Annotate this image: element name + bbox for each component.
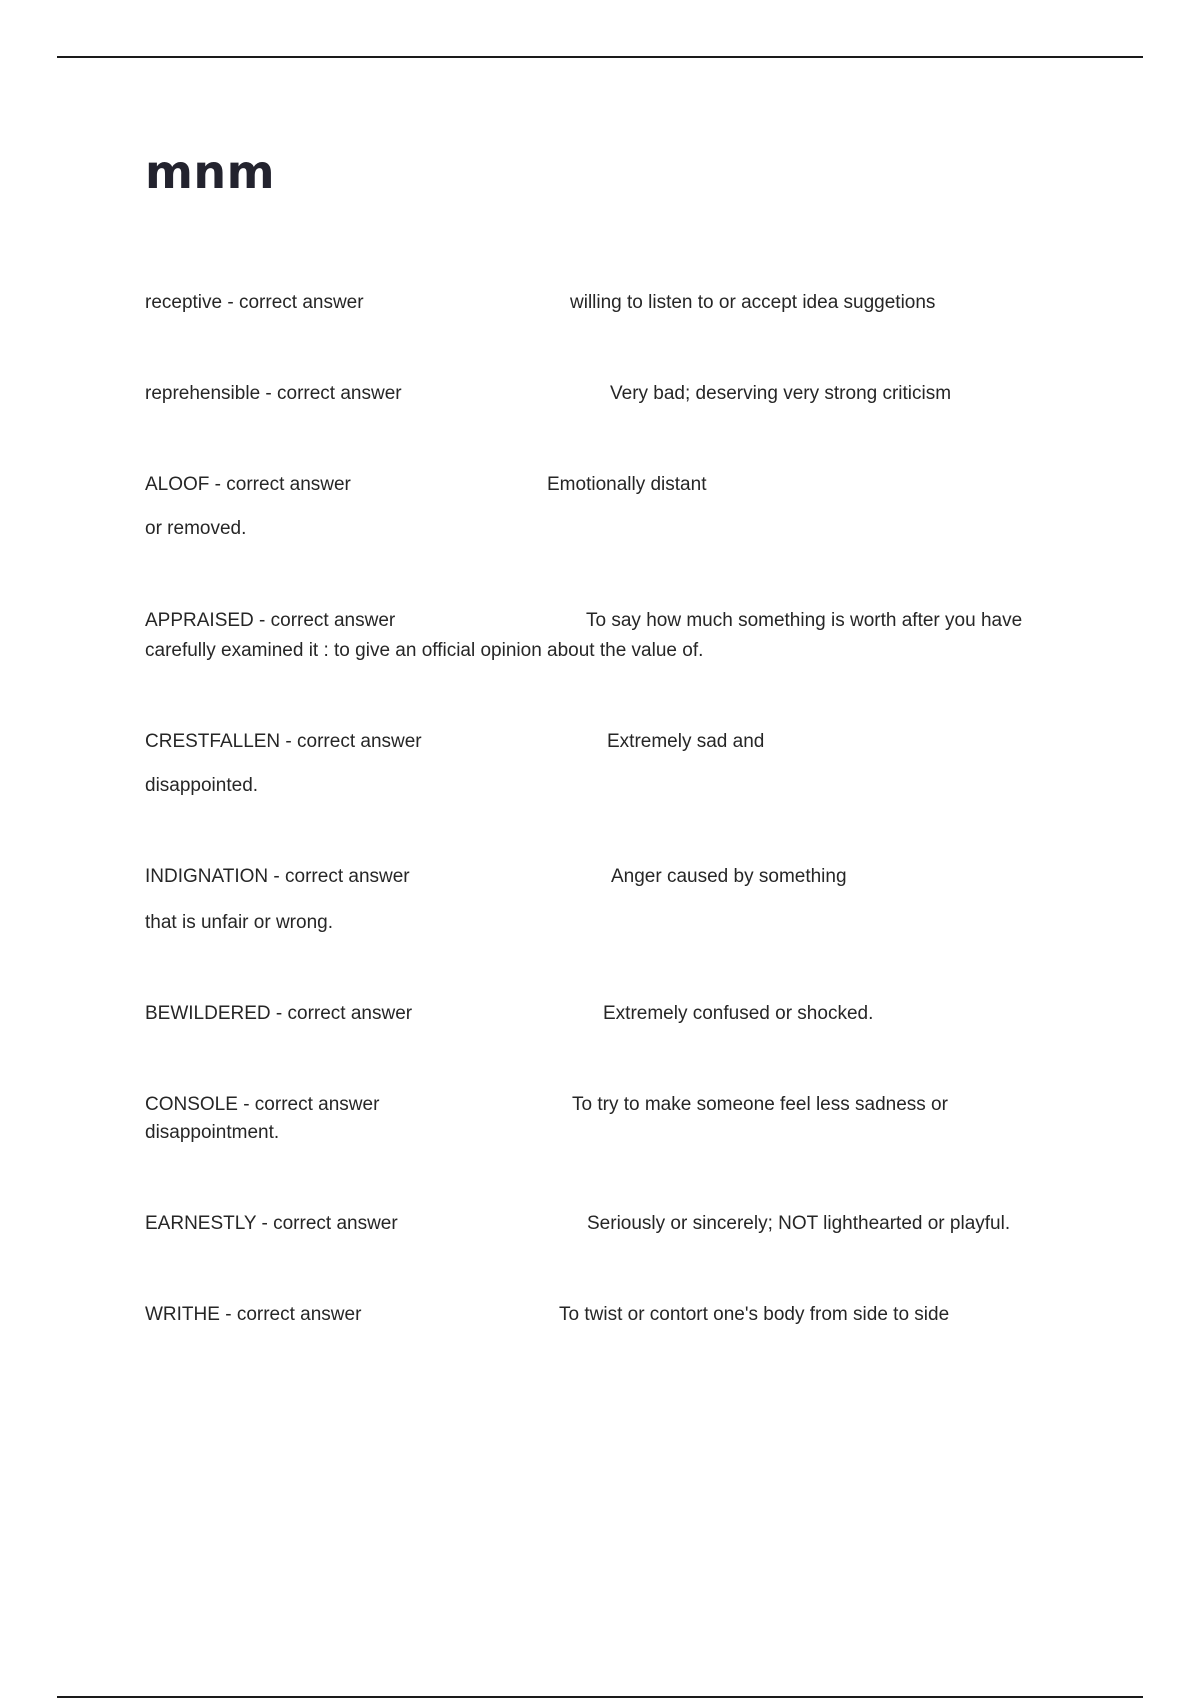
card-definition-continuation: disappointment. (145, 1122, 280, 1143)
flashcard (145, 731, 1065, 797)
card-definition: willing to listen to or accept idea suggetions (570, 292, 936, 313)
flashcard (145, 474, 1065, 540)
card-definition: Very bad; deserving very strong criticism (610, 383, 952, 404)
card-term: ALOOF - correct answer (145, 474, 351, 495)
top-rule (57, 56, 1143, 58)
card-term: WRITHE - correct answer (145, 1304, 362, 1325)
card-definition: Extremely confused or shocked. (603, 1003, 874, 1024)
card-definition: Seriously or sincerely; NOT lighthearted or playful. (587, 1213, 1011, 1234)
card-term: APPRAISED - correct answer (145, 610, 396, 631)
card-definition-continuation: disappointed. (145, 775, 259, 796)
card-term: INDIGNATION - correct answer (145, 866, 410, 887)
card-term: reprehensible - correct answer (145, 383, 402, 404)
card-definition: To say how much something is worth after you have (586, 610, 1023, 631)
card-term: CONSOLE - correct answer (145, 1094, 380, 1115)
flashcard (145, 383, 1065, 413)
card-definition-continuation: that is unfair or wrong. (145, 912, 333, 933)
flashcard (145, 866, 1065, 934)
flashcard (145, 292, 1065, 322)
flashcard (145, 1213, 1065, 1243)
card-definition: To try to make someone feel less sadness or (572, 1094, 948, 1115)
card-definition: Extremely sad and (607, 731, 765, 752)
flashcard (145, 610, 1065, 662)
card-definition-continuation: or removed. (145, 518, 247, 539)
card-definition: To twist or contort one's body from side to side (559, 1304, 950, 1325)
card-term: EARNESTLY - correct answer (145, 1213, 398, 1234)
flashcard (145, 1094, 1065, 1144)
page-title: mnm (145, 145, 276, 199)
card-definition: Emotionally distant (547, 474, 707, 495)
card-term: CRESTFALLEN - correct answer (145, 731, 422, 752)
card-term: receptive - correct answer (145, 292, 364, 313)
card-definition: Anger caused by something (611, 866, 847, 887)
flashcard (145, 1304, 1065, 1334)
card-term: BEWILDERED - correct answer (145, 1003, 413, 1024)
bottom-rule (57, 1696, 1143, 1698)
card-definition-continuation: carefully examined it : to give an official opinion about the value of. (145, 640, 704, 661)
flashcard (145, 1003, 1065, 1033)
